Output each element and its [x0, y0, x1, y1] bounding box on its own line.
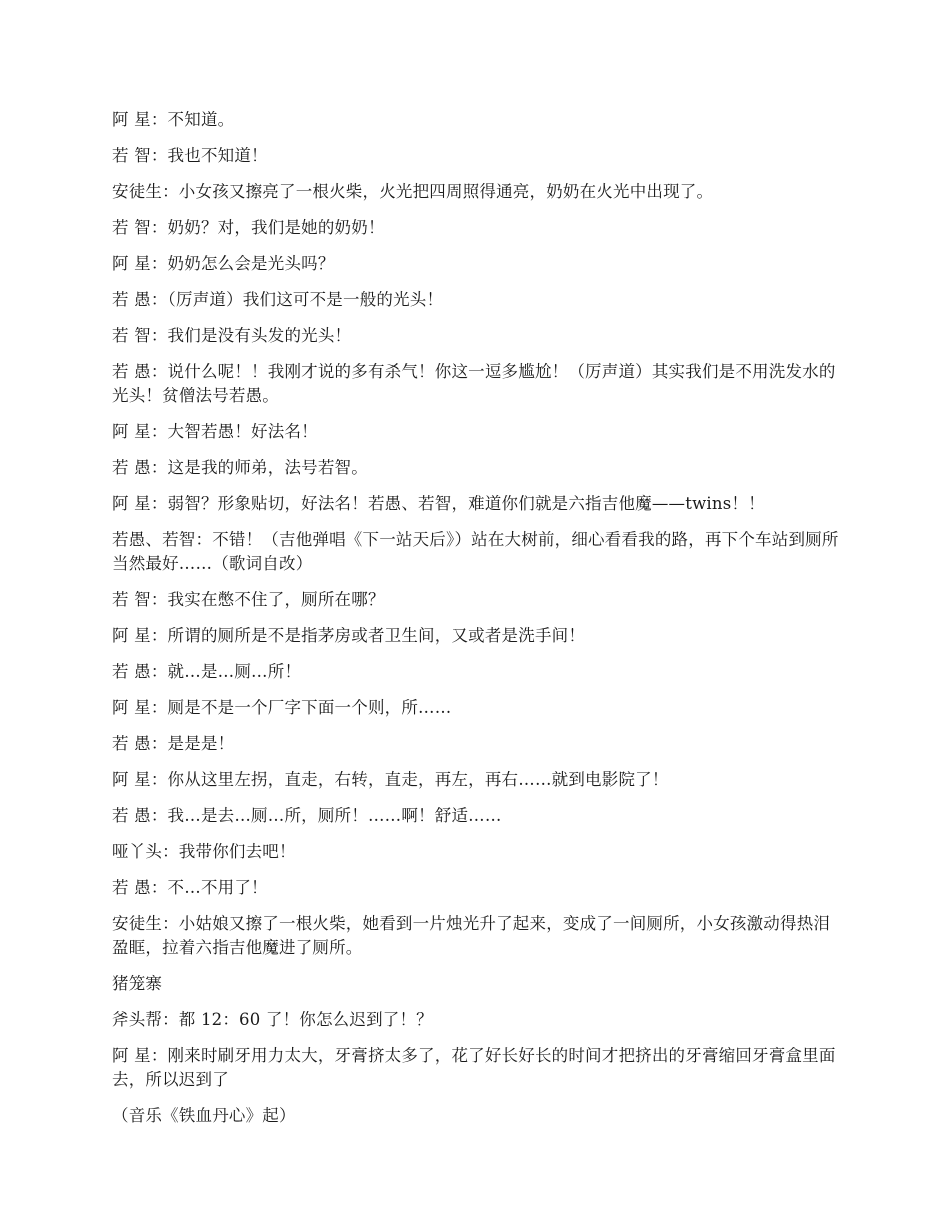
- dialogue-line: 若 愚：就…是…厕…所！: [112, 662, 302, 681]
- document-page: [112, 108, 842, 1140]
- dialogue-line: 斧头帮：都 12：60 了！你怎么迟到了！？: [112, 1010, 433, 1029]
- dialogue-line: 若 智：我也不知道！: [112, 146, 268, 165]
- dialogue-line: 安徒生：小姑娘又擦了一根火柴，她看到一片烛光升了起来，变成了一间厕所，小女孩激动得热泪盈眶，拉着六指吉他魔进了厕所。: [112, 914, 831, 957]
- dialogue-line: 阿 星：奶奶怎么会是光头吗？: [112, 254, 335, 273]
- dialogue-line: 安徒生：小女孩又擦亮了一根火柴，火光把四周照得通亮，奶奶在火光中出现了。: [112, 182, 714, 201]
- dialogue-line: 若 愚：我…是去…厕…所，厕所！……啊！舒适……: [112, 806, 502, 825]
- dialogue-line: 若 愚：是是是！: [112, 734, 235, 753]
- dialogue-line: 若 智：我实在憋不住了，厕所在哪？: [112, 590, 385, 609]
- dialogue-line: 阿 星：弱智？形象贴切，好法名！若愚、若智，难道你们就是六指吉他魔——twins！！: [112, 494, 765, 513]
- dialogue-line: 若 愚：说什么呢！！我刚才说的多有杀气！你这一逗多尴尬！（厉声道）其实我们是不用洗发水的光头！贫僧法号若愚。: [112, 362, 836, 405]
- scene-heading: 猪笼寨: [112, 974, 163, 993]
- dialogue-line: 阿 星：厕是不是一个厂字下面一个则，所……: [112, 698, 452, 717]
- dialogue-line: 哑丫头：我带你们去吧！: [112, 842, 296, 861]
- dialogue-line: 若 智：奶奶？对，我们是她的奶奶！: [112, 218, 385, 237]
- dialogue-line: 若 愚：不…不用了！: [112, 878, 268, 897]
- dialogue-line: 若 智：我们是没有头发的光头！: [112, 326, 352, 345]
- dialogue-line: 阿 星：你从这里左拐，直走，右转，直走，再左，再右……就到电影院了！: [112, 770, 669, 789]
- stage-direction: （音乐《铁血丹心》起）: [112, 1106, 296, 1125]
- dialogue-line: 若愚、若智：不错！（吉他弹唱《下一站天后》）站在大树前，细心看看我的路，再下个车站到厕所当然最好……（歌词自改）: [112, 530, 839, 573]
- dialogue-line: 阿 星：大智若愚！好法名！: [112, 422, 318, 441]
- dialogue-line: 若 愚：（厉声道）我们这可不是一般的光头！: [112, 290, 444, 309]
- dialogue-line: 阿 星：刚来时刷牙用力太大，牙膏挤太多了，花了好长好长的时间才把挤出的牙膏缩回牙膏盒里面去，所以迟到了: [112, 1046, 836, 1089]
- dialogue-line: 阿 星：所谓的厕所是不是指茅房或者卫生间，又或者是洗手间！: [112, 626, 586, 645]
- dialogue-line: 若 愚：这是我的师弟，法号若智。: [112, 458, 368, 477]
- dialogue-line: 阿 星：不知道。: [112, 110, 235, 129]
